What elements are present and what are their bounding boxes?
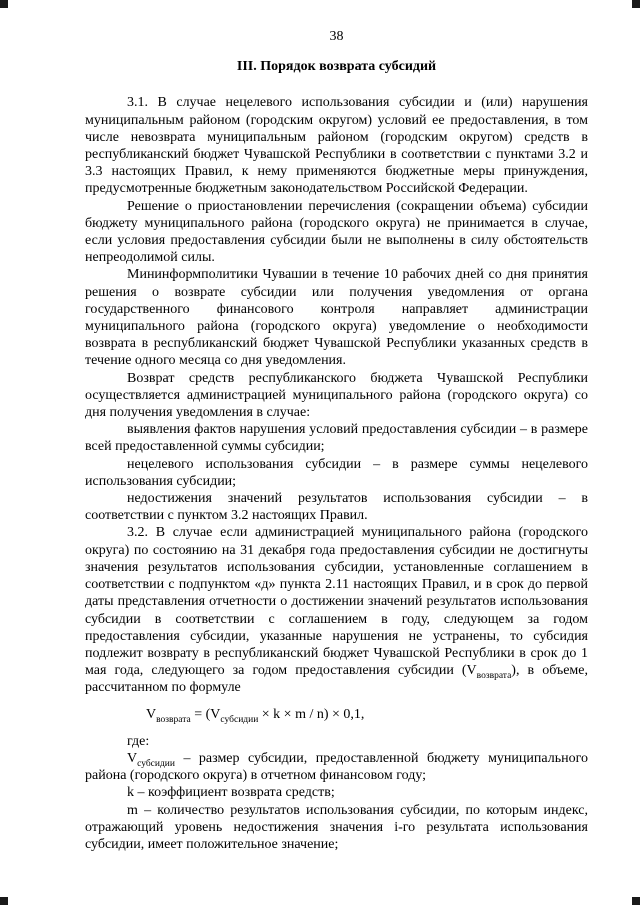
para-mininform [85,266,588,369]
text-run: Решение о приостановлении перечисления (сокращении объема) субсидии бюджету муниципального района (городского округа) не принимается в случае, если условия предоставления субсидии были не выполнены в силу обстоятельств непреодолимой силы. [85,198,588,266]
subscript: субсидии [220,714,259,725]
subscript: субсидии [137,758,175,769]
text-run: V [146,706,157,722]
scan-corner-mark [632,897,640,905]
formula-line [85,706,588,723]
subscript: возврата [476,670,512,681]
text-run: ), в объеме, рассчитанном по формуле [85,663,588,696]
text-run: = (V [190,706,221,722]
gde-label [85,733,588,750]
text-run: 3.2. В случае если администрацией муниципального района (городского округа) по состоянию на 31 декабря года предоставления субсидии не достигнуты значения результатов использования субсидии, установленные соглашением в соответствии с подпунктом «д» пункта 2.11 настоящих Правил, и в срок до первой даты представления отчетности о достижении значений результатов использования субсидии в соответствии с соглашением в году, следующем за годом предоставления субсидии, указанные нарушения не устранены, то субсидия подлежит возврату в республиканский бюджет Чувашской Республики в срок до 1 мая года, следующего за годом предоставления субсидии (V [85,525,588,679]
text-run: k – коэффициент возврата средств; [127,785,335,801]
text-run: Мининформполитики Чувашии в течение 10 рабочих дней со дня принятия решения о возврате субсидии или получения уведомления от органа государственного финансового контроля направляет администрации муниципального района (городского округа) уведомление о необходимости возврата в республиканский бюджет Чувашской Республики указанных средств в течение одного месяца со дня уведомления. [85,267,588,369]
text-run: нецелевого использования субсидии – в размере суммы нецелевого использования субсидии; [85,456,588,489]
text-run: выявления фактов нарушения условий предоставления субсидии – в размере всей предоставленной суммы субсидии; [85,422,588,455]
text-run: где: [127,733,150,749]
item-misuse [85,456,588,490]
para-3-2 [85,524,588,696]
page-number: 38 [329,29,344,44]
text-run: Возврат средств республиканского бюджета Чувашской Республики осуществляется администрацией муниципального района (городского округа) со дня получения уведомления в случае: [85,370,588,421]
item-violation-facts [85,421,588,455]
scan-corner-mark [632,0,640,8]
para-return [85,370,588,422]
scan-corner-mark [0,897,8,905]
scan-corner-mark [0,0,8,8]
document-body [85,94,588,853]
text-run: V [127,750,138,766]
text-run: недостижения значений результатов использования субсидии – в соответствии с пунктом 3.2 настоящих Правил. [85,491,588,524]
text-run: × k × m / n) × 0,1, [258,706,365,722]
subscript: возврата [156,714,191,725]
text-run: 3.1. В случае нецелевого использования субсидии и (или) нарушения муниципальным районом (городским округом) условий ее предоставления, в том числе невозврата муниципальным районом (городским округом) средств в республиканский бюджет Чувашской Республики в соответствии с пунктами 3.2 и 3.3 настоящих Правил, к нему применяются бюджетные меры принуждения, предусмотренные бюджетным законодательством Российской Федерации. [85,95,588,197]
text-run: – размер субсидии, предоставленной бюджету муниципального района (городского округа) в отчетном финансовом году; [85,750,588,784]
def-m [85,802,588,854]
item-undershoot [85,490,588,524]
section-heading: III. Порядок возврата субсидий [236,59,437,75]
def-v-subsidii [85,750,588,784]
text-run: m – количество результатов использования субсидии, по которым индекс, отражающий уровень недостижения значения i-го результата использования субсидии, имеет положительное значение; [85,802,588,852]
para-suspension [85,198,588,267]
para-3-1 [85,94,588,197]
def-k [85,784,588,801]
